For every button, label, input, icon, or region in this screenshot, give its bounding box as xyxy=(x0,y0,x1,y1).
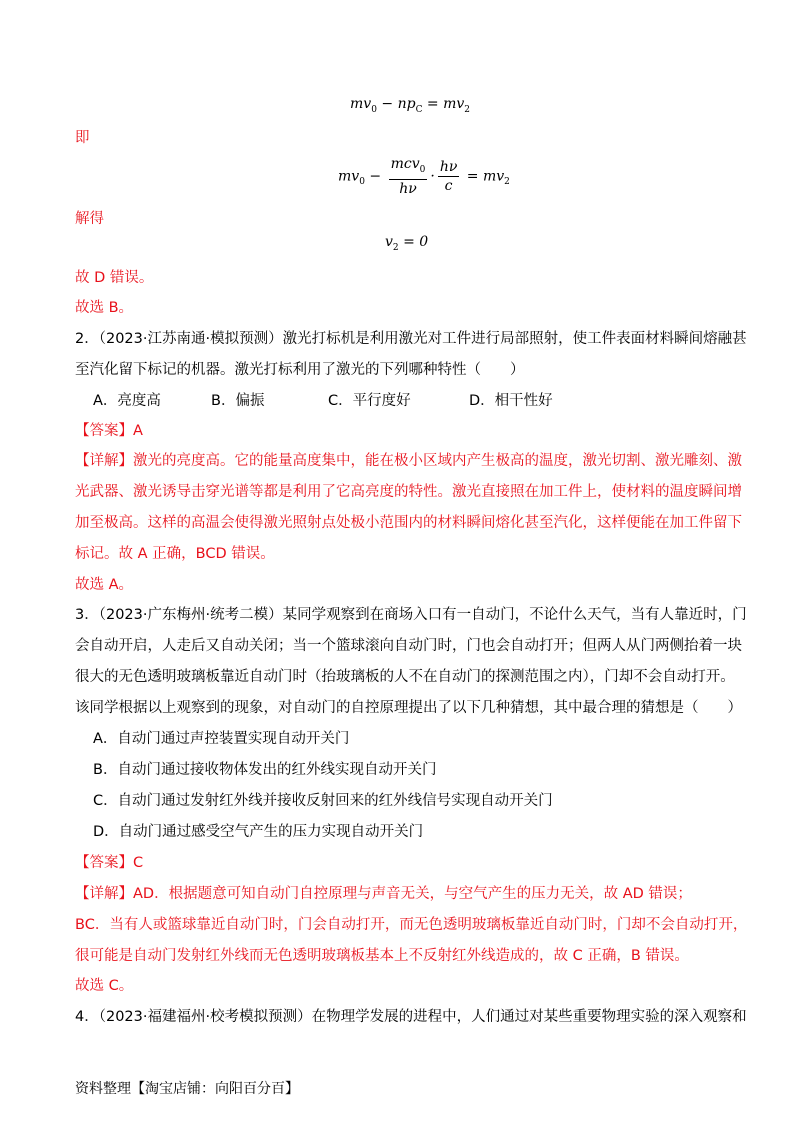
q2-stem-line1: 2．（2023·江苏南通·模拟预测）激光打标机是利用激光对工件进行局部照射，使工件表面材料瞬间熔融甚 xyxy=(75,331,747,347)
q3-option-a: A．自动门通过声控装置实现自动开关门 xyxy=(93,731,350,747)
page-footer: 资料整理【淘宝店铺：向阳百分百】 xyxy=(75,1081,299,1097)
q2-option-d: D．相干性好 xyxy=(469,393,553,409)
q2-answer: 【答案】A xyxy=(75,423,143,439)
label-ji: 即 xyxy=(75,130,90,146)
equation-substitution: $mv_0$ − $\frac{mcv_0}{h\nu}$ · $\frac{h\nu}{c}$ = $mv_2$ xyxy=(338,156,510,197)
text-choose-b: 故选 B。 xyxy=(75,300,134,316)
q2-detail-line2: 光武器、激光诱导击穿光谱等都是利用了它高亮度的特性。激光直接照在加工件上，使材料的温度瞬间增 xyxy=(75,484,742,500)
q4-stem-line1: 4．（2023·福建福州·校考模拟预测）在物理学发展的进程中，人们通过对某些重要物理实验的深入观察和 xyxy=(75,1009,747,1025)
q3-option-b: B．自动门通过接收物体发出的红外线实现自动开关门 xyxy=(93,762,437,778)
label-jiede: 解得 xyxy=(75,211,104,227)
q2-options xyxy=(93,391,553,411)
q3-detail-line2: BC．当有人或篮球靠近自动门时，门会自动打开，而无色透明玻璃板靠近自动门时，门却不会自动打开， xyxy=(75,917,748,933)
q3-answer: 【答案】C xyxy=(75,855,144,871)
q3-option-c: C．自动门通过发射红外线并接收反射回来的红外线信号实现自动开关门 xyxy=(93,793,553,809)
q3-stem-line3: 很大的无色透明玻璃板靠近自动门时（抬玻璃板的人不在自动门的探测范围之内），门却不会自动打开。 xyxy=(75,669,735,685)
q2-option-b: B．偏振 xyxy=(211,393,265,409)
equation-result: $v_2 = 0$ xyxy=(385,234,429,253)
text-d-wrong: 故 D 错误。 xyxy=(75,270,154,286)
q2-stem-line2: 至汽化留下标记的机器。激光打标利用了激光的下列哪种特性（ ） xyxy=(75,362,525,378)
q2-detail-line4: 标记。故 A 正确，BCD 错误。 xyxy=(75,546,275,562)
q2-option-a: A．亮度高 xyxy=(93,393,161,409)
q2-option-c: C．平行度好 xyxy=(328,393,411,409)
q3-detail-line1: 【详解】AD．根据题意可知自动门自控原理与声音无关，与空气产生的压力无关，故 AD 错误； xyxy=(75,886,692,902)
q2-choose: 故选 A。 xyxy=(75,577,134,593)
q2-detail-line3: 加至极高。这样的高温会使得激光照射点处极小范围内的材料瞬间熔化甚至汽化，这样便能在加工件留下 xyxy=(75,515,742,531)
q3-option-d: D．自动门通过感受空气产生的压力实现自动开关门 xyxy=(93,824,424,840)
q3-stem-line2: 会自动开启，人走后又自动关闭；当一个篮球滚向自动门时，门也会自动打开；但两人从门两侧抬着一块 xyxy=(75,638,742,654)
q3-detail-line3: 很可能是自动门发射红外线而无色透明玻璃板基本上不反射红外线造成的，故 C 正确，B 错误。 xyxy=(75,948,689,964)
q3-stem-line1: 3．（2023·广东梅州·统考二模）某同学观察到在商场入口有一自动门，不论什么天气，当有人靠近时，门 xyxy=(75,607,747,623)
q3-choose: 故选 C。 xyxy=(75,978,134,994)
q3-stem-line4: 该同学根据以上观察到的现象，对自动门的自控原理提出了以下几种猜想，其中最合理的猜想是（ ） xyxy=(75,700,742,716)
equation-momentum: $mv_0 - np_C = mv_2$ xyxy=(350,96,471,115)
q2-detail-line1: 【详解】激光的亮度高。它的能量高度集中，能在极小区域内产生极高的温度，激光切割、激光雕刻、激 xyxy=(75,453,742,469)
